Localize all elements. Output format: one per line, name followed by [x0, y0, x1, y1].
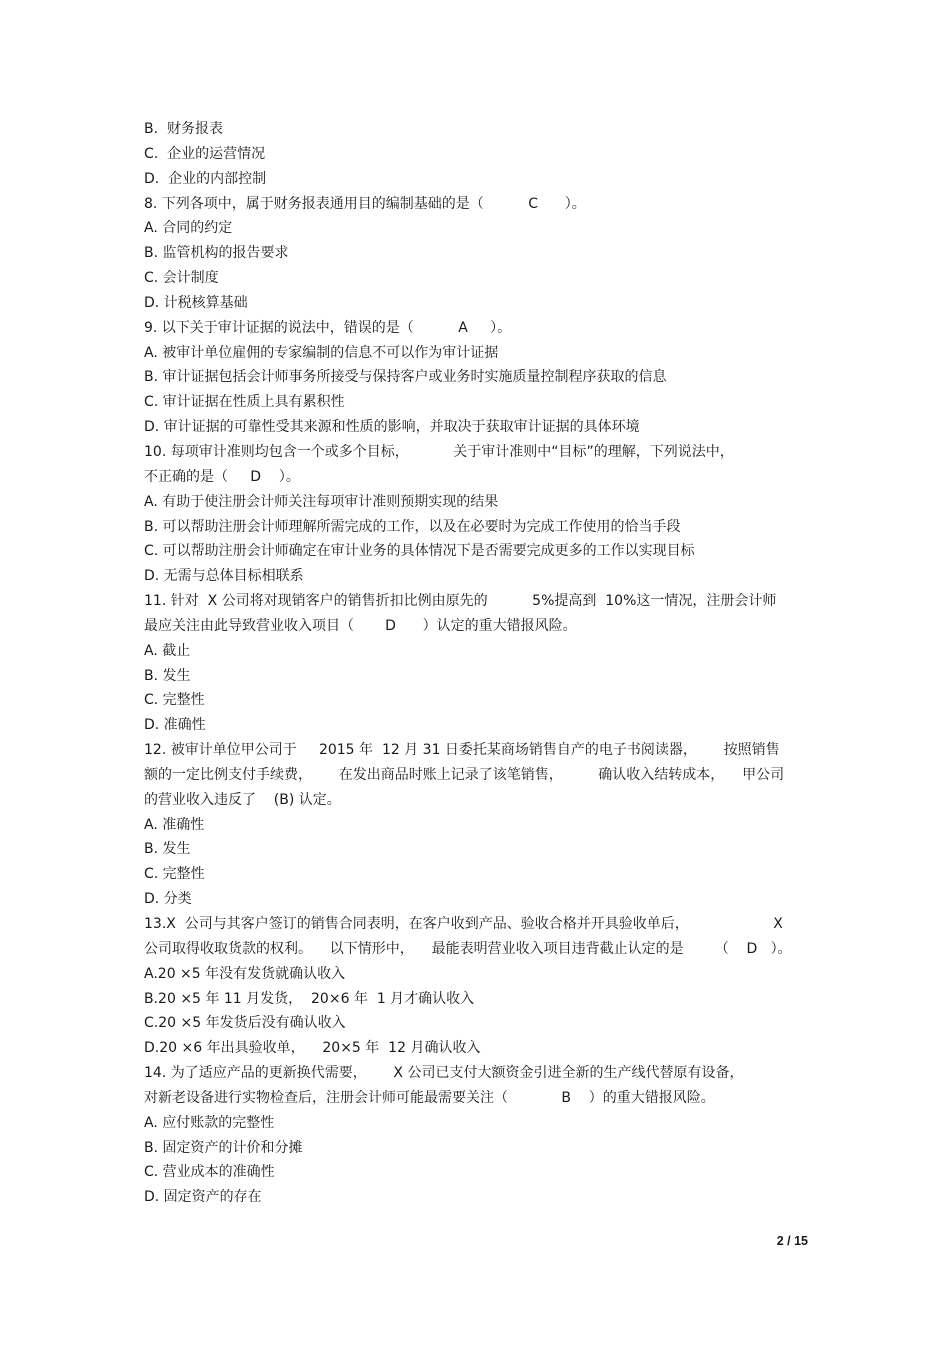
text-line: 额的一定比例支付手续费， 在发出商品时账上记录了该笔销售， 确认收入结转成本， 甲公司 — [144, 766, 785, 783]
text-line: 对新老设备进行实物检查后，注册会计师可能最需要关注（ B ）的重大错报风险。 — [144, 1089, 715, 1106]
text-line: 不正确的是（ D ）。 — [144, 468, 300, 485]
text-line: D. 分类 — [144, 891, 192, 908]
text-line: 13.X 公司与其客户签订的销售合同表明，在客户收到产品、验收合格并开具验收单后， X — [144, 916, 783, 932]
text-line: D. 审计证据的可靠性受其来源和性质的影响，并取决于获取审计证据的具体环境 — [144, 419, 640, 436]
text-line: A. 有助于使注册会计师关注每项审计准则预期实现的结果 — [144, 493, 499, 510]
text-line: B. 发生 — [144, 667, 191, 684]
text-line: C. 完整性 — [144, 866, 205, 883]
text-line: B. 可以帮助注册会计师理解所需完成的工作，以及在必要时为完成工作使用的恰当手段 — [144, 518, 681, 535]
text-line: B. 发生 — [144, 841, 191, 858]
text-line: 最应关注由此导致营业收入项目（ D ）认定的重大错报风险。 — [144, 617, 577, 634]
text-line: A. 截止 — [144, 642, 191, 659]
text-line: D. 计税核算基础 — [144, 294, 248, 311]
text-line: C. 营业成本的准确性 — [144, 1164, 275, 1181]
page-number: 2 / 15 — [776, 1234, 808, 1248]
text-line: C. 完整性 — [144, 692, 205, 709]
page-content — [144, 117, 824, 1210]
text-line: B. 审计证据包括会计师事务所接受与保持客户或业务时实施质量控制程序获取的信息 — [144, 369, 667, 386]
text-line: A. 准确性 — [144, 816, 205, 833]
text-line: D. 准确性 — [144, 717, 206, 734]
text-line: 8. 下列各项中，属于财务报表通用目的编制基础的是（ C ）。 — [144, 195, 586, 212]
text-line: A. 合同的约定 — [144, 220, 233, 237]
text-line: 12. 被审计单位甲公司于 2015 年 12 月 31 日委托某商场销售自产的电子书阅读器， 按照销售 — [144, 742, 780, 759]
text-line: C. 审计证据在性质上具有累积性 — [144, 394, 345, 411]
text-line: C. 会计制度 — [144, 270, 219, 287]
text-line: B.20 ×5 年 11 月发货， 20×6 年 1 月才确认收入 — [144, 990, 475, 1007]
text-line: C. 企业的运营情况 — [144, 145, 266, 162]
text-line: C. 可以帮助注册会计师确定在审计业务的具体情况下是否需要完成更多的工作以实现目标 — [144, 543, 695, 560]
text-line: D.20 ×6 年出具验收单， 20×5 年 12 月确认收入 — [144, 1040, 481, 1057]
text-line: A.20 ×5 年没有发货就确认收入 — [144, 965, 346, 982]
text-line: 11. 针对 X 公司将对现销客户的销售折扣比例由原先的 5%提高到 10%这一情况，注册会计师 — [144, 593, 777, 610]
text-line: A. 应付账款的完整性 — [144, 1114, 275, 1131]
text-line: 14. 为了适应产品的更新换代需要， X 公司已支付大额资金引进全新的生产线代替原有设备， — [144, 1065, 744, 1082]
text-line: A. 被审计单位雇佣的专家编制的信息不可以作为审计证据 — [144, 344, 499, 361]
text-line: 10. 每项审计准则均包含一个或多个目标， 关于审计准则中“目标”的理解，下列说法中， — [144, 443, 734, 460]
text-line: B. 监管机构的报告要求 — [144, 245, 289, 262]
text-line: D. 固定资产的存在 — [144, 1189, 262, 1206]
text-line: C.20 ×5 年发货后没有确认收入 — [144, 1015, 346, 1032]
text-line: D. 企业的内部控制 — [144, 170, 267, 187]
text-line: 的营业收入违反了 (B) 认定。 — [144, 791, 341, 808]
text-line: 9. 以下关于审计证据的说法中，错误的是（ A ）。 — [144, 319, 512, 336]
text-line: B. 财务报表 — [144, 121, 223, 137]
text-line: 公司取得收取货款的权利。 以下情形中， 最能表明营业收入项目违背截止认定的是 （ D ）。 — [144, 940, 792, 957]
text-line: D. 无需与总体目标相联系 — [144, 568, 304, 585]
text-line: B. 固定资产的计价和分摊 — [144, 1139, 303, 1156]
